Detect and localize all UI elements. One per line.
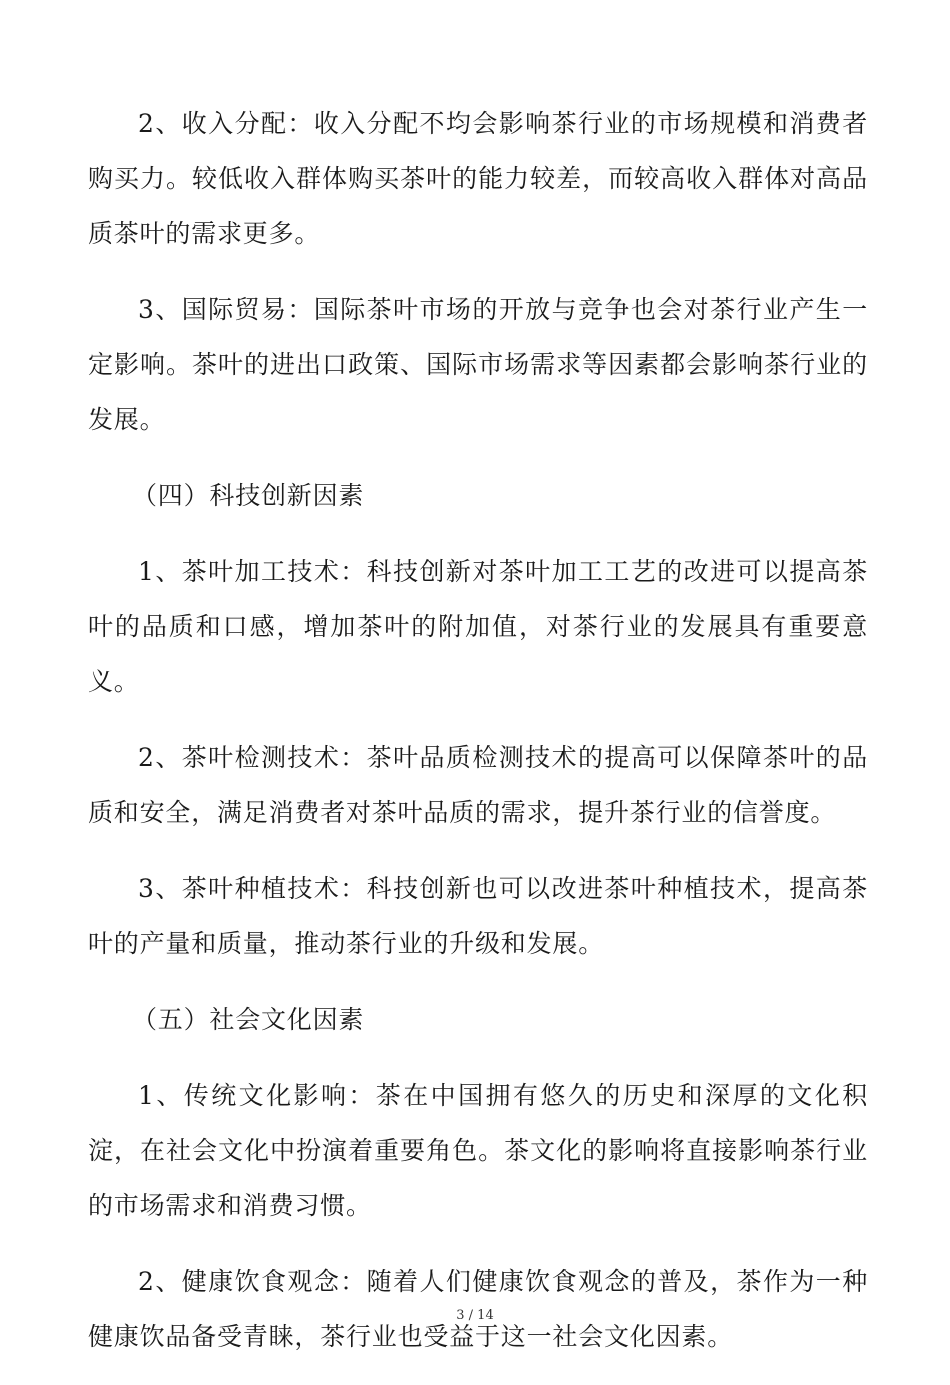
section-heading-tech-innovation: （四）科技创新因素 <box>132 481 365 510</box>
paragraph-healthy-diet: 2、健康饮食观念：随着人们健康饮食观念的普及，茶作为一种健康饮品备受青睐，茶行业也受益于这一社会文化因素。 <box>88 1267 868 1351</box>
paragraph-traditional-culture: 1、传统文化影响：茶在中国拥有悠久的历史和深厚的文化积淀，在社会文化中扮演着重要角色。茶文化的影响将直接影响茶行业的市场需求和消费习惯。 <box>88 1081 868 1220</box>
document-page-body <box>88 96 868 1385</box>
section-heading-social-culture: （五）社会文化因素 <box>132 1005 365 1034</box>
paragraph-international-trade: 3、国际贸易：国际茶叶市场的开放与竞争也会对茶行业产生一定影响。茶叶的进出口政策、国际市场需求等因素都会影响茶行业的发展。 <box>88 295 868 434</box>
paragraph-planting-tech: 3、茶叶种植技术：科技创新也可以改进茶叶种植技术，提高茶叶的产量和质量，推动茶行业的升级和发展。 <box>88 874 868 958</box>
page-number: 3 / 14 <box>456 1308 494 1323</box>
paragraph-testing-tech: 2、茶叶检测技术：茶叶品质检测技术的提高可以保障茶叶的品质和安全，满足消费者对茶叶品质的需求，提升茶行业的信誉度。 <box>88 743 868 827</box>
paragraph-processing-tech: 1、茶叶加工技术：科技创新对茶叶加工工艺的改进可以提高茶叶的品质和口感，增加茶叶的附加值，对茶行业的发展具有重要意义。 <box>88 557 868 696</box>
paragraph-income-distribution: 2、收入分配：收入分配不均会影响茶行业的市场规模和消费者购买力。较低收入群体购买茶叶的能力较差，而较高收入群体对高品质茶叶的需求更多。 <box>88 109 868 248</box>
